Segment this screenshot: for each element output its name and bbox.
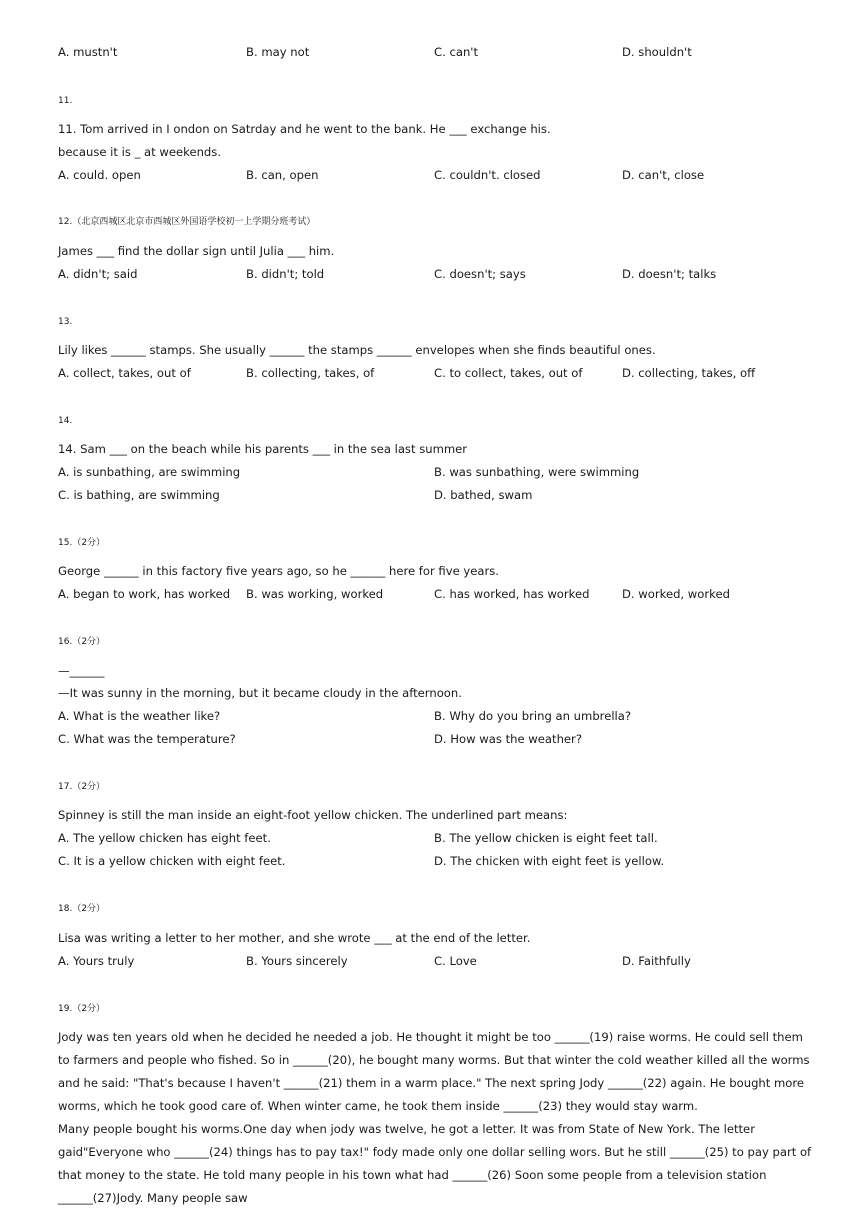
q15-option-b: B. was working, worked [246,587,384,601]
q11-option-c: C. couldn't. closed [434,168,541,182]
q17-number: 17.（2分） [58,782,106,792]
q11-option-a: A. could. open [58,168,141,182]
q15-option-a: A. began to work, has worked [58,587,231,601]
q13-option-c: C. to collect, takes, out of [434,366,583,380]
q18-option-d: D. Faithfully [622,954,691,968]
q13-number: 13. [58,317,73,327]
q18-stem: Lisa was writing a letter to her mother, and she wrote ___ at the end of the letter. [58,931,531,945]
q15-option-c: C. has worked, has worked [434,587,590,601]
q11-stem-line1: 11. Tom arrived in I ondon on Satrday and he went to the bank. He ___ exchange his. [58,122,551,136]
q15-option-d: D. worked, worked [622,587,730,601]
q12-option-c: C. doesn't; says [434,267,526,281]
q18-option-c: C. Love [434,954,477,968]
q13-stem: Lily likes ______ stamps. She usually ______ the stamps ______ envelopes when she finds beautiful ones. [58,343,656,357]
q18-option-a: A. Yours truly [58,954,135,968]
q13-option-b: B. collecting, takes, of [246,366,375,380]
q15-stem: George ______ in this factory five years ago, so he ______ here for five years. [58,564,499,578]
q17-option-b: B. The yellow chicken is eight feet tall. [434,831,658,845]
q16-number: 16.（2分） [58,637,106,647]
q14-stem: 14. Sam ___ on the beach while his parents ___ in the sea last summer [58,442,468,456]
q10-option-c: C. can't [434,45,479,59]
q16-option-a: A. What is the weather like? [58,709,221,723]
q11-option-d: D. can't, close [622,168,705,182]
q11-stem-line2: because it is _ at weekends. [58,145,222,159]
q14-option-b: B. was sunbathing, were swimming [434,465,640,479]
q15-number: 15.（2分） [58,538,106,548]
q13-option-a: A. collect, takes, out of [58,366,191,380]
q13-option-d: D. collecting, takes, off [622,366,756,380]
q11-number: 11. [58,96,73,106]
q12-number: 12.（北京西城区北京市西城区外国语学校初一上学期分班考试） [58,217,316,227]
q18-number: 18.（2分） [58,904,106,914]
q17-option-d: D. The chicken with eight feet is yellow. [434,854,665,868]
q16-option-b: B. Why do you bring an umbrella? [434,709,632,723]
q10-option-b: B. may not [246,45,310,59]
q16-dialog-line1: —______ [58,664,105,678]
q14-option-c: C. is bathing, are swimming [58,488,220,502]
q17-option-c: C. It is a yellow chicken with eight feet. [58,854,286,868]
q12-option-b: B. didn't; told [246,267,325,281]
q19-passage [58,1026,818,1210]
q14-option-a: A. is sunbathing, are swimming [58,465,241,479]
q12-stem: James ___ find the dollar sign until Julia ___ him. [58,244,335,258]
q17-option-a: A. The yellow chicken has eight feet. [58,831,271,845]
q17-stem: Spinney is still the man inside an eight-foot yellow chicken. The underlined part means: [58,808,568,822]
q10-option-d: D. shouldn't [622,45,692,59]
q12-option-a: A. didn't; said [58,267,138,281]
q14-number: 14. [58,416,73,426]
q11-option-b: B. can, open [246,168,319,182]
q14-option-d: D. bathed, swam [434,488,533,502]
q12-option-d: D. doesn't; talks [622,267,717,281]
q10-option-a: A. mustn't [58,45,118,59]
q18-option-b: B. Yours sincerely [246,954,348,968]
q16-option-c: C. What was the temperature? [58,732,236,746]
q16-option-d: D. How was the weather? [434,732,582,746]
q16-dialog-line2: —It was sunny in the morning, but it became cloudy in the afternoon. [58,686,462,700]
q19-paragraph-1: Jody was ten years old when he decided he needed a job. He thought it might be too ______(19) raise worms. He could sell them to farmers and people who fished. So in ______(20), he bought many worms. But that winter the cold weather killed all the worms and he said: "That's because I haven't ______(21) them in a warm place." The next spring Jody ______(22) again. He bought more worms, which he took good care of. When winter came, he took them inside ______(23) they would stay warm. [58,1030,810,1113]
q19-number: 19.（2分） [58,1004,106,1014]
q19-paragraph-2: Many people bought his worms.One day when jody was twelve, he got a letter. It was from State of New York. The letter gaid"Everyone who ______(24) things has to pay tax!" fody made only one dollar selling wors. But he still ______(25) to pay part of that money to the state. He told many people in his town what had ______(26) Soon some people from a television station ______(27)Jody. Many people saw [58,1122,812,1205]
